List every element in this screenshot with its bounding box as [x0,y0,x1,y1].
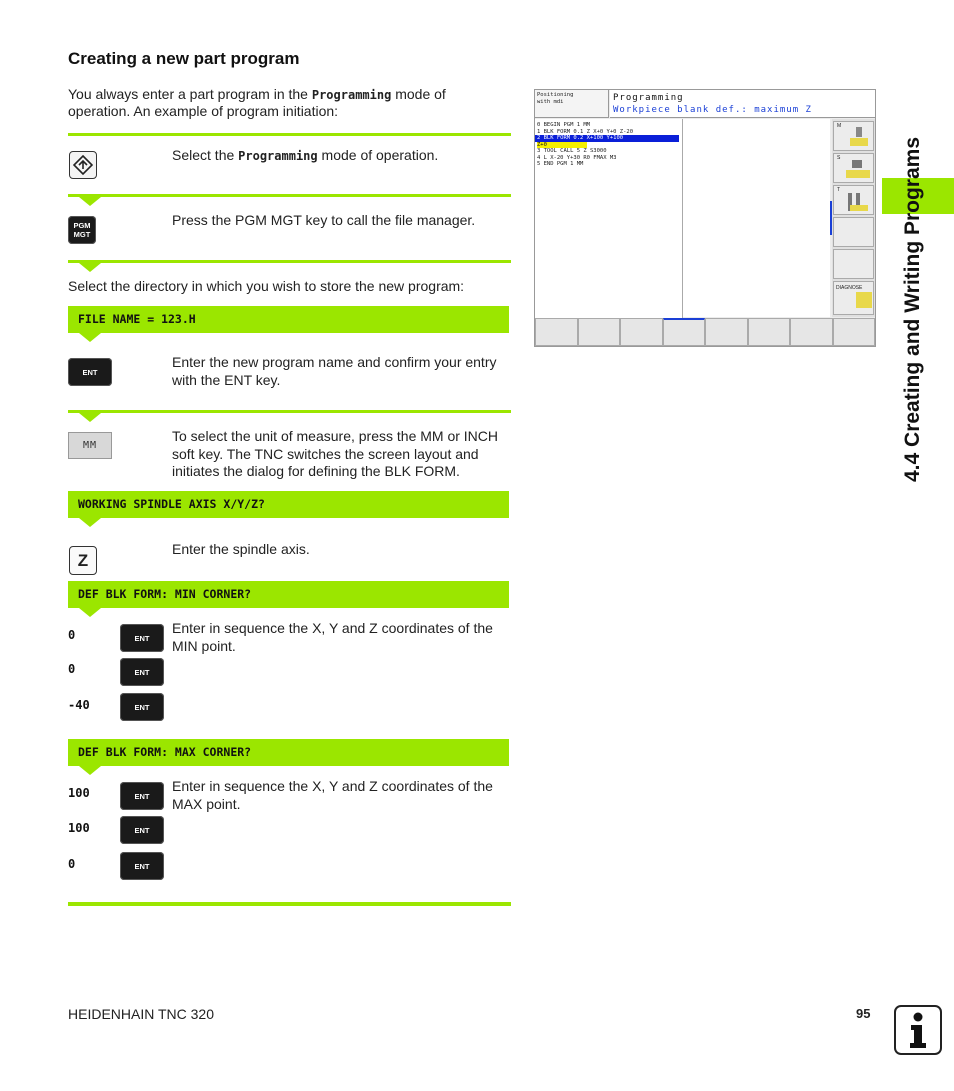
diagnose-icon [856,292,872,308]
divider [68,902,511,906]
min-z-value: -40 [68,698,90,712]
step-select-directory: Select the directory in which you wish to store the new program: [68,278,465,294]
mm-softkey[interactable]: MM [68,432,112,459]
flow-arrow [79,518,101,527]
graphics-window [683,119,830,317]
ent-key[interactable]: ENT [120,816,164,844]
softkey[interactable] [578,318,621,346]
flow-arrow [79,766,101,775]
step-file-manager: Press the PGM MGT key to call the file manager. [172,212,476,228]
footer-text: HEIDENHAIN TNC 320 [68,1006,215,1022]
step-unit-of-measure: To select the unit of measure, press the MM or INCH soft key. The TNC switches the screen layout and initiates the dialog for defining the BLK FORM. [172,428,499,479]
step-min-corner: Enter in sequence the X, Y and Z coordinates of the MIN point. [172,620,493,654]
ent-key[interactable]: ENT [120,624,164,652]
flow-arrow [79,197,101,206]
divider [68,260,511,263]
ent-key[interactable]: ENT [120,852,164,880]
program-line[interactable]: Z+0 [535,142,682,149]
mode-indicator: Positioning with mdi [535,90,609,118]
divider [68,410,511,413]
tnc-screen [534,89,876,347]
program-line[interactable]: 4 L X-20 Y+30 R0 FMAX M3 [537,154,617,161]
empty-softkey[interactable] [833,249,874,279]
max-z-value: 0 [68,857,76,871]
tool-icon [846,191,870,213]
intro-text: You always enter a part program in the Programming mode of operation. An example of program initiation: [68,86,446,119]
max-x-value: 100 [68,786,90,800]
divider [68,133,511,136]
dialog-min-corner: DEF BLK FORM: MIN CORNER? [68,581,509,608]
program-listing [535,119,683,320]
vertical-softkey-bar [832,119,875,317]
chapter-heading: 4.4 Creating and Writing Programs [901,136,924,482]
softkey[interactable] [833,318,876,346]
program-line-selected[interactable]: 2 BLK FORM 0.2 X+100 Y+100 [535,135,679,142]
program-line[interactable]: 0 BEGIN PGM 1 MM [537,122,590,128]
program-line[interactable]: 5 END PGM 1 MM [537,161,584,167]
ent-key[interactable]: ENT [120,693,164,721]
m-softkey[interactable]: M [833,121,874,151]
programming-mode-icon [73,155,93,175]
dialog-spindle-axis: WORKING SPINDLE AXIS X/Y/Z? [68,491,509,518]
ent-key[interactable]: ENT [120,658,164,686]
dialog-file-name: FILE NAME = 123.H [68,306,509,333]
softkey[interactable] [748,318,791,346]
program-line[interactable]: 1 BLK FORM 0.1 Z X+0 Y+0 Z-20 [537,128,634,135]
diagnose-softkey[interactable]: DIAGNOSE [833,281,874,315]
step-select-mode: Select the Programming mode of operation. [172,147,439,163]
softkey[interactable] [620,318,663,346]
programming-mode-key[interactable] [69,151,97,179]
info-icon [894,1005,942,1055]
step-max-corner: Enter in sequence the X, Y and Z coordinates of the MAX point. [172,778,493,812]
softkey[interactable] [535,318,578,346]
t-softkey[interactable]: T [833,185,874,215]
softkey[interactable] [663,318,706,346]
flow-arrow [79,333,101,342]
info-glyph [903,1011,933,1049]
step-enter-name: Enter the new program name and confirm your entry with the ENT key. [172,354,497,388]
speed-icon [846,160,870,180]
min-x-value: 0 [68,628,76,642]
softkey[interactable] [705,318,748,346]
spindle-icon [848,126,870,148]
empty-softkey[interactable] [833,217,874,247]
flow-arrow [79,413,101,422]
divider [68,194,511,197]
page-number: 95 [856,1006,871,1021]
horizontal-softkey-bar [535,318,875,346]
ent-key[interactable]: ENT [68,358,112,386]
page-title: Creating a new part program [68,49,300,68]
pgm-mgt-key[interactable]: PGM MGT [68,216,96,244]
z-axis-key[interactable]: Z [69,546,97,575]
program-line[interactable]: 3 TOOL CALL 5 Z S3000 [537,148,607,154]
flow-arrow [79,263,101,272]
s-softkey[interactable]: S [833,153,874,183]
flow-arrow [79,608,101,617]
min-y-value: 0 [68,662,76,676]
max-y-value: 100 [68,821,90,835]
dialog-max-corner: DEF BLK FORM: MAX CORNER? [68,739,509,766]
screen-header: Programming Workpiece blank def.: maximum Z [610,90,875,118]
ent-key[interactable]: ENT [120,782,164,810]
softkey[interactable] [790,318,833,346]
step-spindle-axis: Enter the spindle axis. [172,541,310,557]
